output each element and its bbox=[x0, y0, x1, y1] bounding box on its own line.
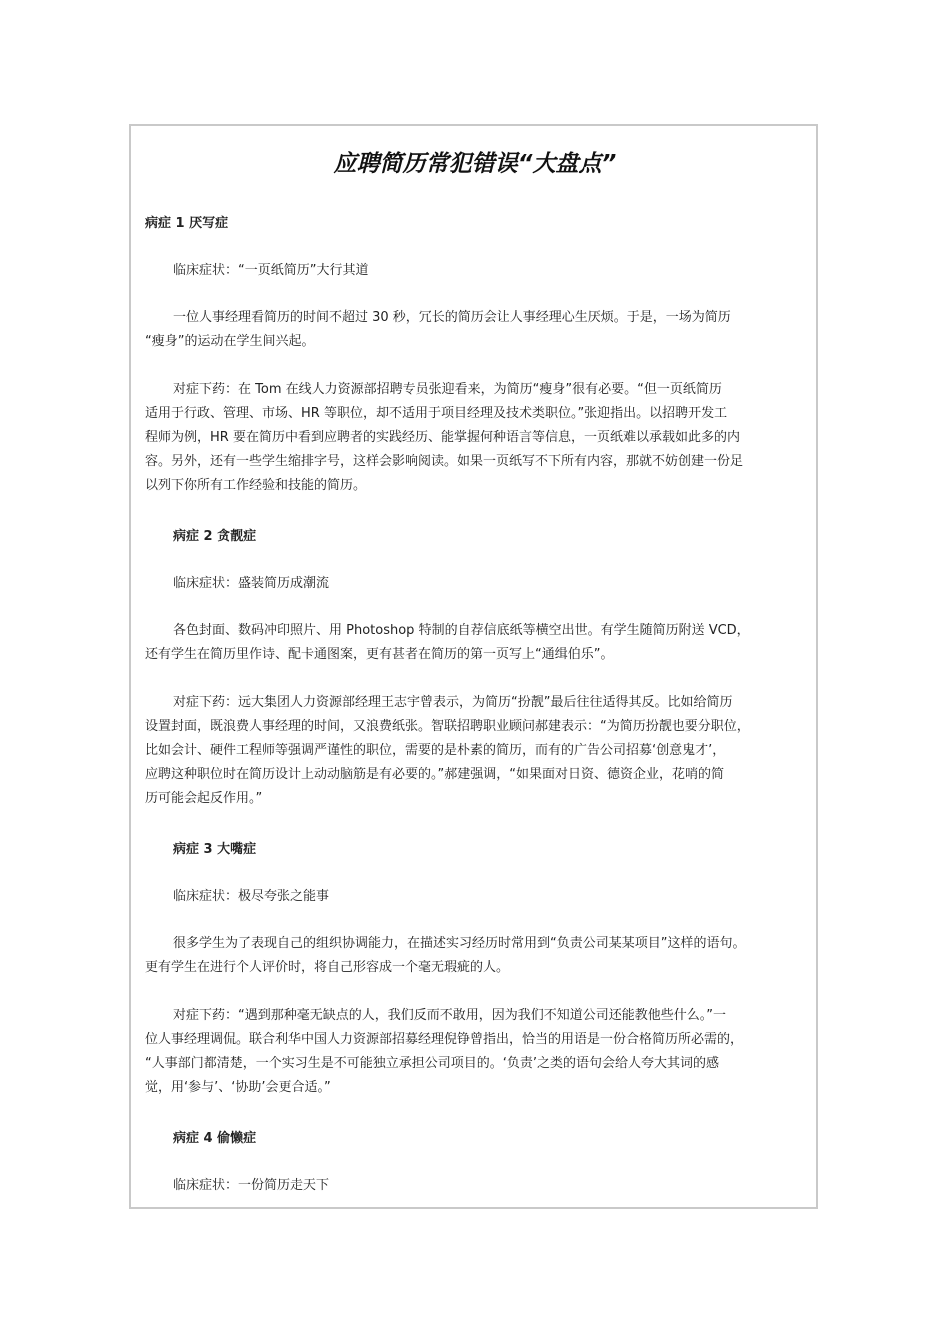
section-1-description bbox=[145, 306, 813, 354]
text-line: 对症下药：远大集团人力资源部经理王志宇曾表示，为简历“扮靓”最后往往适得其反。比如给简历 bbox=[173, 695, 733, 710]
document-title: 应聘简历常犯错误“大盘点” bbox=[333, 151, 617, 177]
text-line: 对症下药：“遇到那种毫无缺点的人，我们反而不敢用，因为我们不知道公司还能教他些什么。”一 bbox=[173, 1008, 726, 1023]
section-heading-2: 病症 2 贪靓症 bbox=[173, 529, 257, 544]
section-2-symptom: 临床症状：盛装简历成潮流 bbox=[173, 576, 330, 591]
text-line: 比如会计、硬件工程师等强调严谨性的职位，需要的是朴素的简历，而有的广告公司招募‘创意鬼才’， bbox=[145, 743, 726, 758]
text-line: 应聘这种职位时在简历设计上动动脑筋是有必要的。”郝建强调，“如果面对日资、德资企业，花哨的简 bbox=[145, 767, 724, 782]
text-line: 还有学生在简历里作诗、配卡通图案，更有甚者在简历的第一页写上“通缉伯乐”。 bbox=[145, 647, 614, 662]
text-line: 设置封面，既浪费人事经理的时间，又浪费纸张。智联招聘职业顾问郝建表示：“为简历扮靓也要分职位， bbox=[145, 719, 750, 734]
section-2-description bbox=[145, 619, 813, 667]
text-line: 各色封面、数码冲印照片、用 Photoshop 特制的自荐信底纸等横空出世。有学生随简历附送 VCD， bbox=[173, 623, 750, 638]
section-3-remedy bbox=[145, 1004, 813, 1100]
text-line: 更有学生在进行个人评价时，将自己形容成一个毫无瑕疵的人。 bbox=[145, 960, 510, 975]
section-heading-4: 病症 4 偷懒症 bbox=[173, 1131, 257, 1146]
section-3-symptom: 临床症状：极尽夸张之能事 bbox=[173, 889, 330, 904]
section-4-symptom: 临床症状：一份简历走天下 bbox=[173, 1178, 330, 1193]
section-1-symptom: 临床症状：“一页纸简历”大行其道 bbox=[173, 263, 369, 278]
text-line: 容。另外，还有一些学生缩排字号，这样会影响阅读。如果一页纸写不下所有内容，那就不妨创建一份足 bbox=[145, 454, 744, 469]
section-heading-1: 病症 1 厌写症 bbox=[145, 216, 229, 231]
section-2-remedy bbox=[145, 691, 813, 811]
text-line: 对症下药：在 Tom 在线人力资源部招聘专员张迎看来，为简历“瘦身”很有必要。“但一页纸简历 bbox=[173, 382, 722, 397]
section-1-remedy bbox=[145, 378, 813, 498]
text-line: 位人事经理调侃。联合利华中国人力资源部招募经理倪铮曾指出，恰当的用语是一份合格简历所必需的， bbox=[145, 1032, 744, 1047]
text-line: 觉，用‘参与’、‘协助’会更合适。” bbox=[145, 1080, 331, 1095]
text-line: 程师为例，HR 要在简历中看到应聘者的实践经历、能掌握何种语言等信息，一页纸难以承载如此多的内 bbox=[145, 430, 740, 445]
text-line: 很多学生为了表现自己的组织协调能力，在描述实习经历时常用到“负责公司某某项目”这样的语句。 bbox=[173, 936, 746, 951]
section-heading-3: 病症 3 大嘴症 bbox=[173, 842, 257, 857]
text-line: “瘦身”的运动在学生间兴起。 bbox=[145, 334, 315, 349]
text-line: 历可能会起反作用。” bbox=[145, 791, 263, 806]
text-line: 一位人事经理看简历的时间不超过 30 秒，冗长的简历会让人事经理心生厌烦。于是，一场为简历 bbox=[173, 310, 731, 325]
text-line: 以列下你所有工作经验和技能的简历。 bbox=[145, 478, 367, 493]
section-3-description bbox=[145, 932, 813, 980]
text-line: “人事部门都清楚，一个实习生是不可能独立承担公司项目的。‘负责’之类的语句会给人夸大其词的感 bbox=[145, 1056, 720, 1071]
text-line: 适用于行政、管理、市场、HR 等职位，却不适用于项目经理及技术类职位。”张迎指出。以招聘开发工 bbox=[145, 406, 728, 421]
